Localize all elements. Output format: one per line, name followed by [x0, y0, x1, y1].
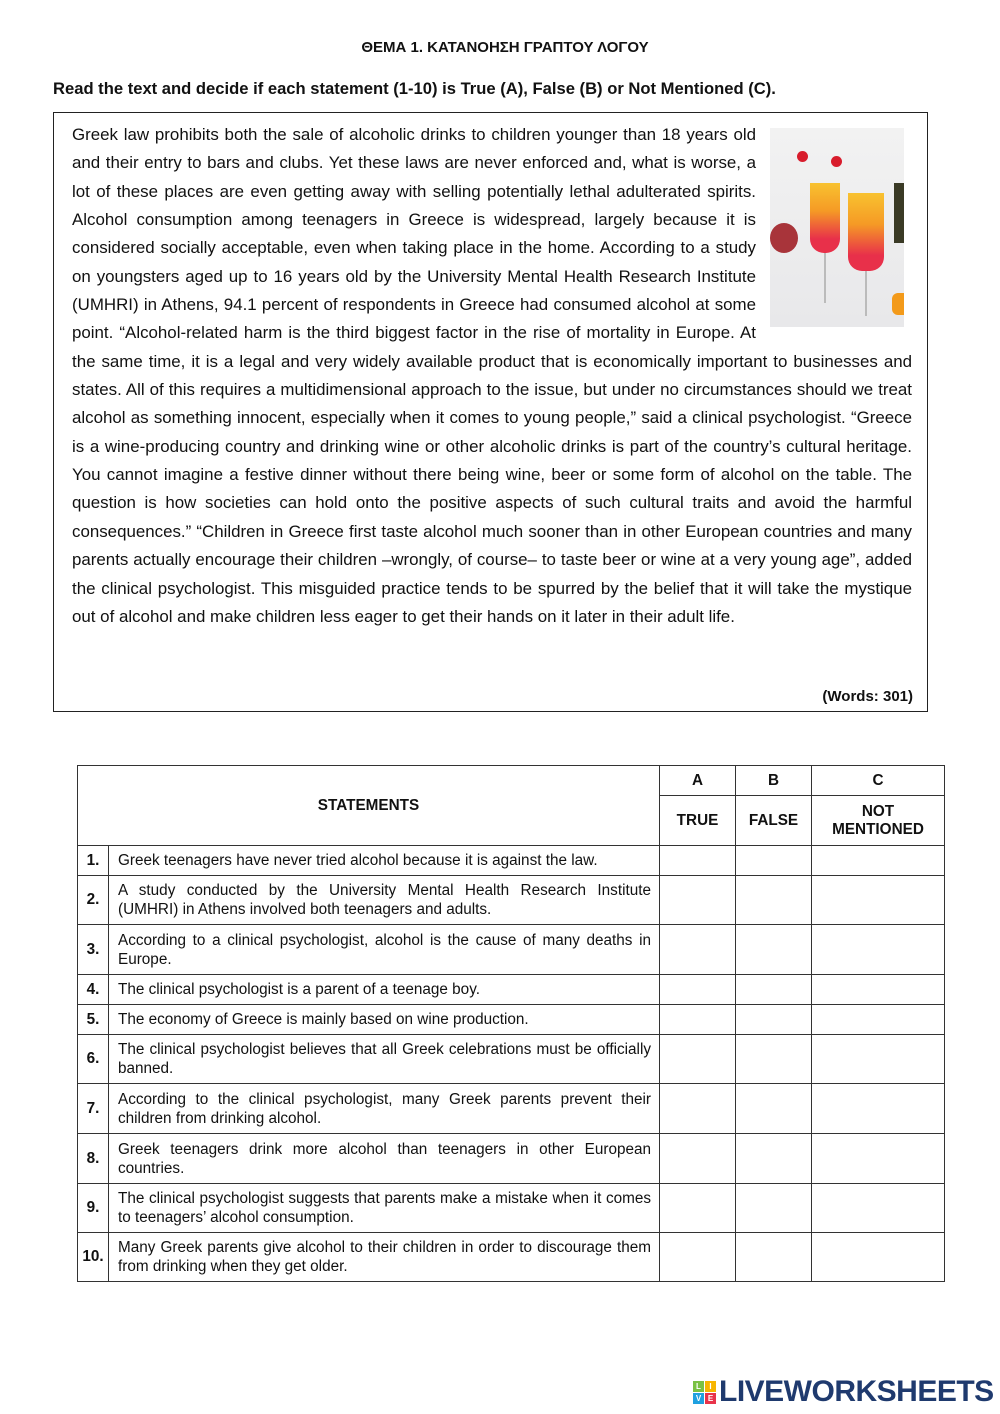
answer-cell-not-mentioned[interactable] [812, 925, 945, 975]
statement-row [78, 1134, 945, 1184]
answer-cell-true[interactable] [660, 975, 736, 1005]
answer-cell-true[interactable] [660, 1084, 736, 1134]
answer-cell-true[interactable] [660, 1005, 736, 1035]
answer-cell-false[interactable] [736, 1005, 812, 1035]
passage-text: Greek law prohibits both the sale of alcoholic drinks to children younger than 18 years old and their entry to bars and clubs. Yet these laws are never enforced and, what is worse, a lot of these places are even getting away with selling potentially lethal adulterated spirits. Alcohol consumption among teenagers in Greece is widespread, largely because it is considered socially acceptable, even when taking place in the home. According to a study on youngsters aged up to 16 years old by the University Mental Health Research Institute (UMHRI) in Athens, 94.1 percent of respondents in Greece had consumed alcohol at some point. “Alcohol-related harm is the third biggest factor in the rise of mortality in Europe. At the same time, it is a legal and very widely available product that is economically important to businesses and states. All of this requires a multidimensional approach to the issue, but under no circumstances should we treat alcohol as something innocent, especially when it comes to young people,” said a clinical psychologist. “Greece is a wine-producing country and drinking wine or other alcoholic drinks is part of the country’s cultural heritage. You cannot imagine a festive dinner without there being wine, beer or some form of alcohol on the table. The question is how societies can hold onto the positive aspects of such cultural traits and avoid the harmful consequences.” “Children in Greece first taste alcohol much sooner than in other European countries and many parents actually encourage their children –wrongly, of course– to taste beer or wine at a very young age”, added the clinical psychologist. This misguided practice tends to be spurred by the belief that it will take the mystique out of alcohol and make children less eager to get their hands on it later in their adult life. [72, 125, 912, 626]
statement-text: The clinical psychologist is a parent of a teenage boy. [109, 975, 660, 1005]
answer-cell-false[interactable] [736, 1084, 812, 1134]
statement-text: The clinical psychologist suggests that parents make a mistake when it comes to teenagers’ alcohol consumption. [109, 1184, 660, 1233]
statement-number: 8. [78, 1134, 109, 1184]
col-c-header: C [812, 766, 945, 796]
answer-cell-false[interactable] [736, 1035, 812, 1084]
page-title: ΘΕΜΑ 1. ΚΑΤΑΝΟΗΣΗ ΓΡΑΠΤΟΥ ΛΟΓΟΥ [361, 39, 649, 56]
logo-text: LIVEWORKSHEETS [719, 1375, 994, 1408]
statement-number: 6. [78, 1035, 109, 1084]
statement-text: Many Greek parents give alcohol to their children in order to discourage them from drinking when they get older. [109, 1233, 660, 1282]
answer-cell-not-mentioned[interactable] [812, 1035, 945, 1084]
statement-number: 2. [78, 876, 109, 925]
statement-row [78, 1035, 945, 1084]
statement-text: Greek teenagers have never tried alcohol because it is against the law. [109, 846, 660, 876]
statement-text: Greek teenagers drink more alcohol than teenagers in other European countries. [109, 1134, 660, 1184]
statement-row [78, 975, 945, 1005]
answer-cell-true[interactable] [660, 1035, 736, 1084]
answer-cell-false[interactable] [736, 1184, 812, 1233]
statement-number: 9. [78, 1184, 109, 1233]
liveworksheets-logo [693, 1375, 994, 1409]
answer-cell-true[interactable] [660, 1233, 736, 1282]
statement-number: 4. [78, 975, 109, 1005]
answer-cell-not-mentioned[interactable] [812, 1134, 945, 1184]
answer-cell-false[interactable] [736, 925, 812, 975]
statement-text: The clinical psychologist believes that all Greek celebrations must be officially banned. [109, 1035, 660, 1084]
answer-cell-not-mentioned[interactable] [812, 1233, 945, 1282]
answer-cell-true[interactable] [660, 925, 736, 975]
answer-cell-false[interactable] [736, 1134, 812, 1184]
statement-row [78, 1005, 945, 1035]
statement-text: A study conducted by the University Mental Health Research Institute (UMHRI) in Athens involved both teenagers and adults. [109, 876, 660, 925]
instructions: Read the text and decide if each statement (1-10) is True (A), False (B) or Not Mentioned (C). [53, 79, 776, 98]
statements-table [77, 765, 945, 1282]
col-a-header: A [660, 766, 736, 796]
statement-row [78, 1233, 945, 1282]
not-mentioned-header: NOT MENTIONED [812, 796, 945, 846]
answer-cell-not-mentioned[interactable] [812, 876, 945, 925]
answer-cell-not-mentioned[interactable] [812, 1184, 945, 1233]
answer-cell-true[interactable] [660, 1134, 736, 1184]
statement-number: 10. [78, 1233, 109, 1282]
answer-cell-false[interactable] [736, 975, 812, 1005]
cocktail-image [770, 128, 904, 327]
answer-cell-false[interactable] [736, 1233, 812, 1282]
statement-row [78, 1184, 945, 1233]
statement-row [78, 876, 945, 925]
statement-text: According to the clinical psychologist, many Greek parents prevent their children from drinking alcohol. [109, 1084, 660, 1134]
statement-text: According to a clinical psychologist, alcohol is the cause of many deaths in Europe. [109, 925, 660, 975]
answer-cell-not-mentioned[interactable] [812, 975, 945, 1005]
false-header: FALSE [736, 796, 812, 846]
statement-number: 7. [78, 1084, 109, 1134]
answer-cell-not-mentioned[interactable] [812, 1005, 945, 1035]
reading-passage-box [53, 112, 928, 712]
true-header: TRUE [660, 796, 736, 846]
answer-cell-true[interactable] [660, 846, 736, 876]
statement-number: 5. [78, 1005, 109, 1035]
answer-cell-false[interactable] [736, 846, 812, 876]
answer-cell-true[interactable] [660, 1184, 736, 1233]
word-count: (Words: 301) [822, 688, 913, 705]
statement-row [78, 925, 945, 975]
answer-cell-not-mentioned[interactable] [812, 1084, 945, 1134]
statement-row [78, 1084, 945, 1134]
statement-text: The economy of Greece is mainly based on wine production. [109, 1005, 660, 1035]
statements-header: STATEMENTS [78, 766, 660, 846]
statement-row [78, 846, 945, 876]
col-b-header: B [736, 766, 812, 796]
answer-cell-not-mentioned[interactable] [812, 846, 945, 876]
answer-cell-true[interactable] [660, 876, 736, 925]
live-badge-icon: L I V E [693, 1381, 716, 1404]
statement-number: 1. [78, 846, 109, 876]
answer-cell-false[interactable] [736, 876, 812, 925]
statement-number: 3. [78, 925, 109, 975]
